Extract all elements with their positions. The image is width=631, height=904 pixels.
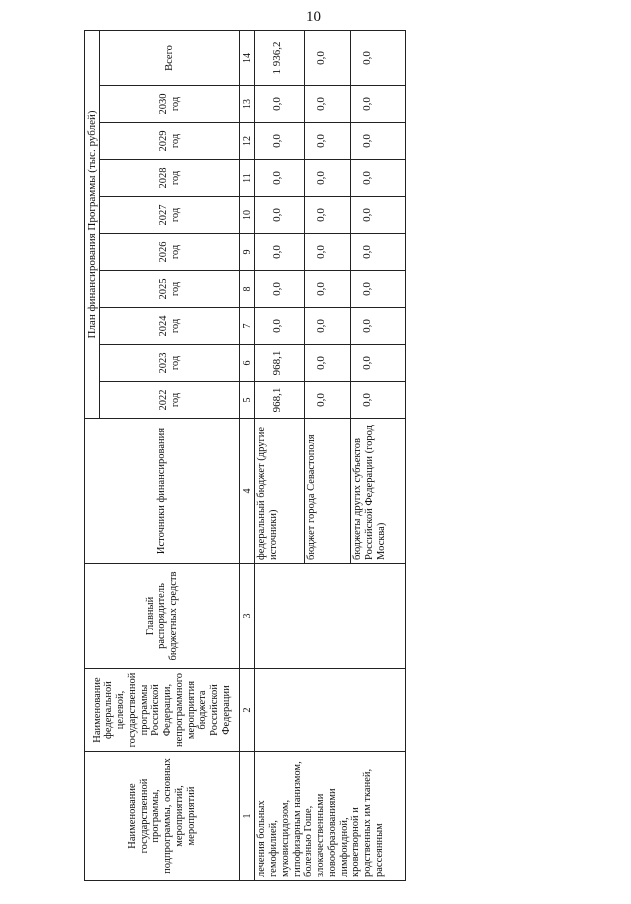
- value-cell: 0,0: [351, 345, 406, 382]
- header-funding-plan: План финансирования Программы (тыс. рублей): [85, 30, 100, 418]
- program-description-cell: лечения больных гемофилией, муковисцидозом, гипофизарным нанизмом, болезнью Гоше, злокачественными новообразованиями лимфоидной, кроветворной и родственных им тканей, рассеянным: [255, 752, 406, 881]
- column-number: 6: [240, 345, 255, 382]
- value-cell: 0,0: [305, 160, 351, 197]
- header-federal-program: Наименование федеральной целевой, государственной программы Российской Федерации, непрограммного мероприятия бюджета Российской Федерации: [85, 669, 240, 752]
- column-number-row: [240, 30, 255, 880]
- header-year: 2023 год: [100, 345, 240, 382]
- page-number: 10: [306, 9, 321, 25]
- header-program-name: Наименование государственной программы, подпрограммы, основных мероприятий, мероприятий: [85, 752, 240, 881]
- value-cell: 0,0: [351, 382, 406, 419]
- value-cell: 0,0: [255, 160, 305, 197]
- value-cell: 0,0: [305, 382, 351, 419]
- value-cell: 0,0: [305, 308, 351, 345]
- value-cell: 0,0: [351, 123, 406, 160]
- value-cell: 968,1: [255, 345, 305, 382]
- value-cell: 0,0: [305, 123, 351, 160]
- budget-manager-cell: [255, 564, 406, 669]
- federal-program-cell: [255, 669, 406, 752]
- column-number: 9: [240, 234, 255, 271]
- value-cell: 968,1: [255, 382, 305, 419]
- header-budget-manager: Главный распорядитель бюджетных средств: [85, 564, 240, 669]
- column-number: 14: [240, 30, 255, 85]
- table-row: [255, 30, 305, 880]
- header-year: 2026 год: [100, 234, 240, 271]
- funding-source-cell: бюджеты других субъектов Российской Федерации (город Москва): [351, 419, 406, 564]
- value-cell: 0,0: [255, 271, 305, 308]
- column-number: 10: [240, 197, 255, 234]
- column-number: 11: [240, 160, 255, 197]
- total-cell: 1 936,2: [255, 30, 305, 85]
- header-funding-sources: Источники финансирования: [85, 419, 240, 564]
- total-cell: 0,0: [305, 30, 351, 85]
- header-year: 2024 год: [100, 308, 240, 345]
- funding-source-cell: бюджет города Севастополя: [305, 419, 351, 564]
- column-number: 7: [240, 308, 255, 345]
- column-number: 1: [240, 752, 255, 881]
- header-year: 2030 год: [100, 86, 240, 123]
- rotated-table-wrapper: [84, 30, 406, 881]
- value-cell: 0,0: [255, 123, 305, 160]
- value-cell: 0,0: [255, 234, 305, 271]
- value-cell: 0,0: [305, 234, 351, 271]
- header-year: 2028 год: [100, 160, 240, 197]
- value-cell: 0,0: [255, 308, 305, 345]
- value-cell: 0,0: [305, 197, 351, 234]
- column-number: 13: [240, 86, 255, 123]
- column-number: 2: [240, 669, 255, 752]
- value-cell: 0,0: [255, 86, 305, 123]
- value-cell: 0,0: [305, 271, 351, 308]
- table-viewport: [84, 30, 406, 881]
- header-year: 2029 год: [100, 123, 240, 160]
- column-number: 4: [240, 419, 255, 564]
- header-year: 2027 год: [100, 197, 240, 234]
- value-cell: 0,0: [351, 160, 406, 197]
- column-number: 12: [240, 123, 255, 160]
- value-cell: 0,0: [305, 86, 351, 123]
- column-number: 3: [240, 564, 255, 669]
- value-cell: 0,0: [255, 197, 305, 234]
- column-number: 8: [240, 271, 255, 308]
- header-total: Всего: [100, 30, 240, 85]
- header-year: 2022 год: [100, 382, 240, 419]
- header-year: 2025 год: [100, 271, 240, 308]
- value-cell: 0,0: [305, 345, 351, 382]
- value-cell: 0,0: [351, 308, 406, 345]
- value-cell: 0,0: [351, 86, 406, 123]
- column-number: 5: [240, 382, 255, 419]
- value-cell: 0,0: [351, 271, 406, 308]
- total-cell: 0,0: [351, 30, 406, 85]
- value-cell: 0,0: [351, 197, 406, 234]
- funding-source-cell: федеральный бюджет (другие источники): [255, 419, 305, 564]
- value-cell: 0,0: [351, 234, 406, 271]
- funding-table: [84, 30, 406, 881]
